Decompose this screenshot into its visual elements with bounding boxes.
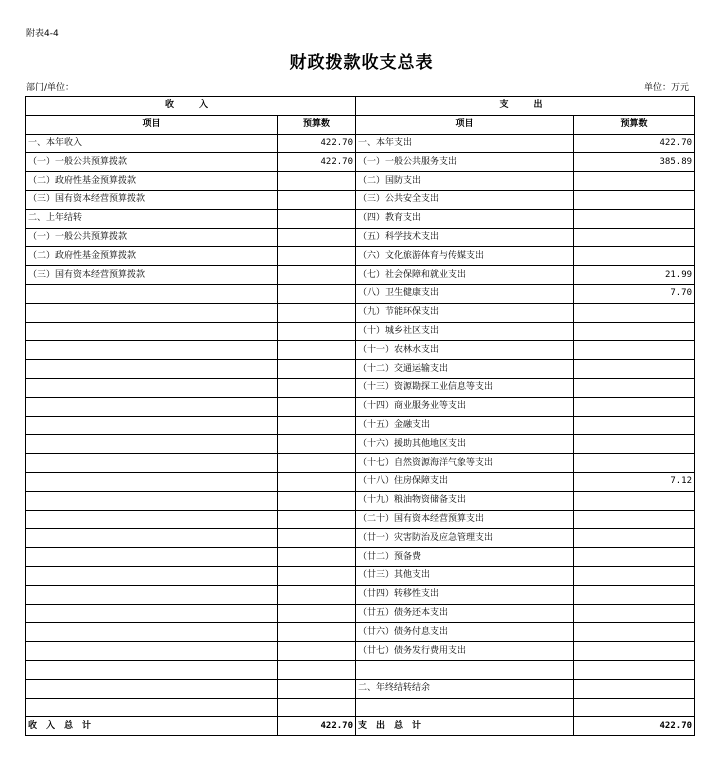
expense-value-cell [574, 397, 695, 416]
table-row [26, 604, 695, 623]
expense-value-cell [574, 698, 695, 717]
table-row [26, 172, 695, 191]
income-value-cell [278, 435, 356, 454]
income-item-cell [26, 566, 278, 585]
expense-item-header: 项目 [356, 115, 574, 134]
expense-item-cell: （五）科学技术支出 [356, 228, 574, 247]
table-row [26, 378, 695, 397]
table-row [26, 454, 695, 473]
page-title: 财政拨款收支总表 [289, 53, 434, 73]
income-value-cell [278, 548, 356, 567]
table-row [26, 190, 695, 209]
income-value-cell [278, 698, 356, 717]
expense-item-cell: （二）国防支出 [356, 172, 574, 191]
income-value-cell [278, 529, 356, 548]
expense-value-cell: 21.99 [574, 266, 695, 285]
income-value-cell [278, 303, 356, 322]
table-row [26, 623, 695, 642]
income-item-cell [26, 623, 278, 642]
expense-item-cell: （廿六）债务付息支出 [356, 623, 574, 642]
income-value-cell [278, 454, 356, 473]
income-value-cell [278, 491, 356, 510]
income-value-cell [278, 623, 356, 642]
figure-id: 附表4-4 [26, 29, 59, 39]
income-value-cell: 422.70 [278, 153, 356, 172]
table-row [26, 472, 695, 491]
expense-item-cell: （二十）国有资本经营预算支出 [356, 510, 574, 529]
expense-item-cell: （廿二）预备费 [356, 548, 574, 567]
expense-value-cell [574, 247, 695, 266]
income-item-cell [26, 548, 278, 567]
expense-item-cell: （八）卫生健康支出 [356, 284, 574, 303]
income-item-cell [26, 585, 278, 604]
table-body [26, 134, 695, 717]
income-item-cell: （二）政府性基金预算拨款 [26, 172, 278, 191]
table-row [26, 397, 695, 416]
income-value-cell [278, 322, 356, 341]
expense-item-cell: （十二）交通运输支出 [356, 360, 574, 379]
table-row [26, 698, 695, 717]
income-value-cell [278, 284, 356, 303]
income-value-cell [278, 679, 356, 698]
income-item-cell [26, 642, 278, 661]
expense-item-cell: （十七）自然资源海洋气象等支出 [356, 454, 574, 473]
income-value-cell [278, 416, 356, 435]
table-row [26, 679, 695, 698]
income-item-cell: 二、上年结转 [26, 209, 278, 228]
income-item-cell [26, 416, 278, 435]
income-item-cell [26, 378, 278, 397]
income-value-cell [278, 660, 356, 679]
expense-value-cell [574, 172, 695, 191]
income-item-cell [26, 303, 278, 322]
table-row [26, 228, 695, 247]
income-total-label: 收入总计 [26, 717, 278, 736]
expense-value-cell [574, 416, 695, 435]
income-value-cell [278, 397, 356, 416]
expense-value-cell [574, 566, 695, 585]
expense-value-cell [574, 642, 695, 661]
income-item-cell [26, 454, 278, 473]
income-value-cell: 422.70 [278, 134, 356, 153]
expense-item-cell: （七）社会保障和就业支出 [356, 266, 574, 285]
totals-row [26, 717, 695, 736]
expense-item-cell: 一、本年支出 [356, 134, 574, 153]
expense-value-cell [574, 435, 695, 454]
income-item-header: 项目 [26, 115, 278, 134]
table-row [26, 435, 695, 454]
income-value-cell [278, 604, 356, 623]
expense-value-cell [574, 341, 695, 360]
table-row [26, 585, 695, 604]
expense-item-cell [356, 698, 574, 717]
expense-item-cell: （三）公共安全支出 [356, 190, 574, 209]
expense-value-cell [574, 209, 695, 228]
table-row [26, 660, 695, 679]
expense-item-cell: （廿五）债务还本支出 [356, 604, 574, 623]
table-row [26, 360, 695, 379]
table-row [26, 529, 695, 548]
income-item-cell [26, 491, 278, 510]
expense-item-cell: （十一）农林水支出 [356, 341, 574, 360]
income-value-cell [278, 341, 356, 360]
income-value-cell [278, 378, 356, 397]
expense-value-cell: 7.70 [574, 284, 695, 303]
income-item-cell [26, 435, 278, 454]
expense-value-cell: 385.89 [574, 153, 695, 172]
income-value-cell [278, 642, 356, 661]
income-item-cell: （一）一般公共预算拨款 [26, 153, 278, 172]
income-item-cell [26, 679, 278, 698]
expense-value-cell [574, 378, 695, 397]
income-value-cell [278, 360, 356, 379]
expense-value-cell [574, 679, 695, 698]
income-item-cell [26, 397, 278, 416]
income-item-cell: （一）一般公共预算拨款 [26, 228, 278, 247]
expense-value-cell [574, 548, 695, 567]
expense-value-cell: 7.12 [574, 472, 695, 491]
table-row [26, 322, 695, 341]
expense-total-value: 422.70 [574, 717, 695, 736]
expense-item-cell [356, 660, 574, 679]
income-value-cell [278, 190, 356, 209]
income-value-cell [278, 566, 356, 585]
expense-value-cell [574, 660, 695, 679]
expense-item-cell: （四）教育支出 [356, 209, 574, 228]
expense-item-cell: 二、年终结转结余 [356, 679, 574, 698]
income-item-cell [26, 341, 278, 360]
dept-label: 部门/单位： [26, 83, 75, 93]
table-row [26, 642, 695, 661]
income-item-cell: 一、本年收入 [26, 134, 278, 153]
table-row [26, 510, 695, 529]
income-value-cell [278, 209, 356, 228]
unit-label: 单位：万元 [643, 83, 689, 93]
income-item-cell [26, 322, 278, 341]
expense-value-cell [574, 491, 695, 510]
expense-value-cell [574, 623, 695, 642]
income-item-cell: （二）政府性基金预算拨款 [26, 247, 278, 266]
table-row [26, 341, 695, 360]
expense-value-cell [574, 604, 695, 623]
expense-item-cell: （十五）金融支出 [356, 416, 574, 435]
expense-value-cell [574, 454, 695, 473]
expense-item-cell: （廿三）其他支出 [356, 566, 574, 585]
expense-item-cell: （十六）援助其他地区支出 [356, 435, 574, 454]
expense-item-cell: （十八）住房保障支出 [356, 472, 574, 491]
income-value-cell [278, 266, 356, 285]
expense-value-cell [574, 529, 695, 548]
fiscal-summary-table [25, 96, 695, 736]
income-item-cell: （三）国有资本经营预算拨款 [26, 266, 278, 285]
expense-item-cell: （廿一）灾害防治及应急管理支出 [356, 529, 574, 548]
income-item-cell [26, 510, 278, 529]
expense-item-cell: （十三）资源勘探工业信息等支出 [356, 378, 574, 397]
income-item-cell [26, 360, 278, 379]
expense-value-cell [574, 190, 695, 209]
expense-header: 支 出 [356, 97, 695, 116]
table-row [26, 134, 695, 153]
table-row [26, 491, 695, 510]
table-row [26, 209, 695, 228]
expense-item-cell: （六）文化旅游体育与传媒支出 [356, 247, 574, 266]
income-item-cell: （三）国有资本经营预算拨款 [26, 190, 278, 209]
income-value-cell [278, 472, 356, 491]
expense-total-label: 支出总计 [356, 717, 574, 736]
income-item-cell [26, 604, 278, 623]
expense-item-cell: （一）一般公共服务支出 [356, 153, 574, 172]
expense-item-cell: （九）节能环保支出 [356, 303, 574, 322]
expense-value-cell [574, 585, 695, 604]
table-row [26, 284, 695, 303]
table-row [26, 247, 695, 266]
income-budget-header: 预算数 [278, 115, 356, 134]
expense-value-cell [574, 303, 695, 322]
expense-value-cell [574, 510, 695, 529]
income-item-cell [26, 660, 278, 679]
expense-value-cell [574, 228, 695, 247]
expense-item-cell: （十四）商业服务业等支出 [356, 397, 574, 416]
expense-item-cell: （廿七）债务发行费用支出 [356, 642, 574, 661]
expense-value-cell [574, 360, 695, 379]
income-value-cell [278, 228, 356, 247]
income-item-cell [26, 529, 278, 548]
table-row [26, 548, 695, 567]
income-total-value: 422.70 [278, 717, 356, 736]
expense-item-cell: （十）城乡社区支出 [356, 322, 574, 341]
table-row [26, 566, 695, 585]
income-item-cell [26, 284, 278, 303]
table-row [26, 303, 695, 322]
income-item-cell [26, 472, 278, 491]
table-row [26, 153, 695, 172]
expense-budget-header: 预算数 [574, 115, 695, 134]
table-row [26, 416, 695, 435]
income-value-cell [278, 247, 356, 266]
income-header: 收 入 [26, 97, 356, 116]
income-value-cell [278, 172, 356, 191]
expense-item-cell: （廿四）转移性支出 [356, 585, 574, 604]
income-item-cell [26, 698, 278, 717]
expense-value-cell [574, 322, 695, 341]
table-row [26, 266, 695, 285]
income-value-cell [278, 510, 356, 529]
expense-item-cell: （十九）粮油物资储备支出 [356, 491, 574, 510]
income-value-cell [278, 585, 356, 604]
expense-value-cell: 422.70 [574, 134, 695, 153]
